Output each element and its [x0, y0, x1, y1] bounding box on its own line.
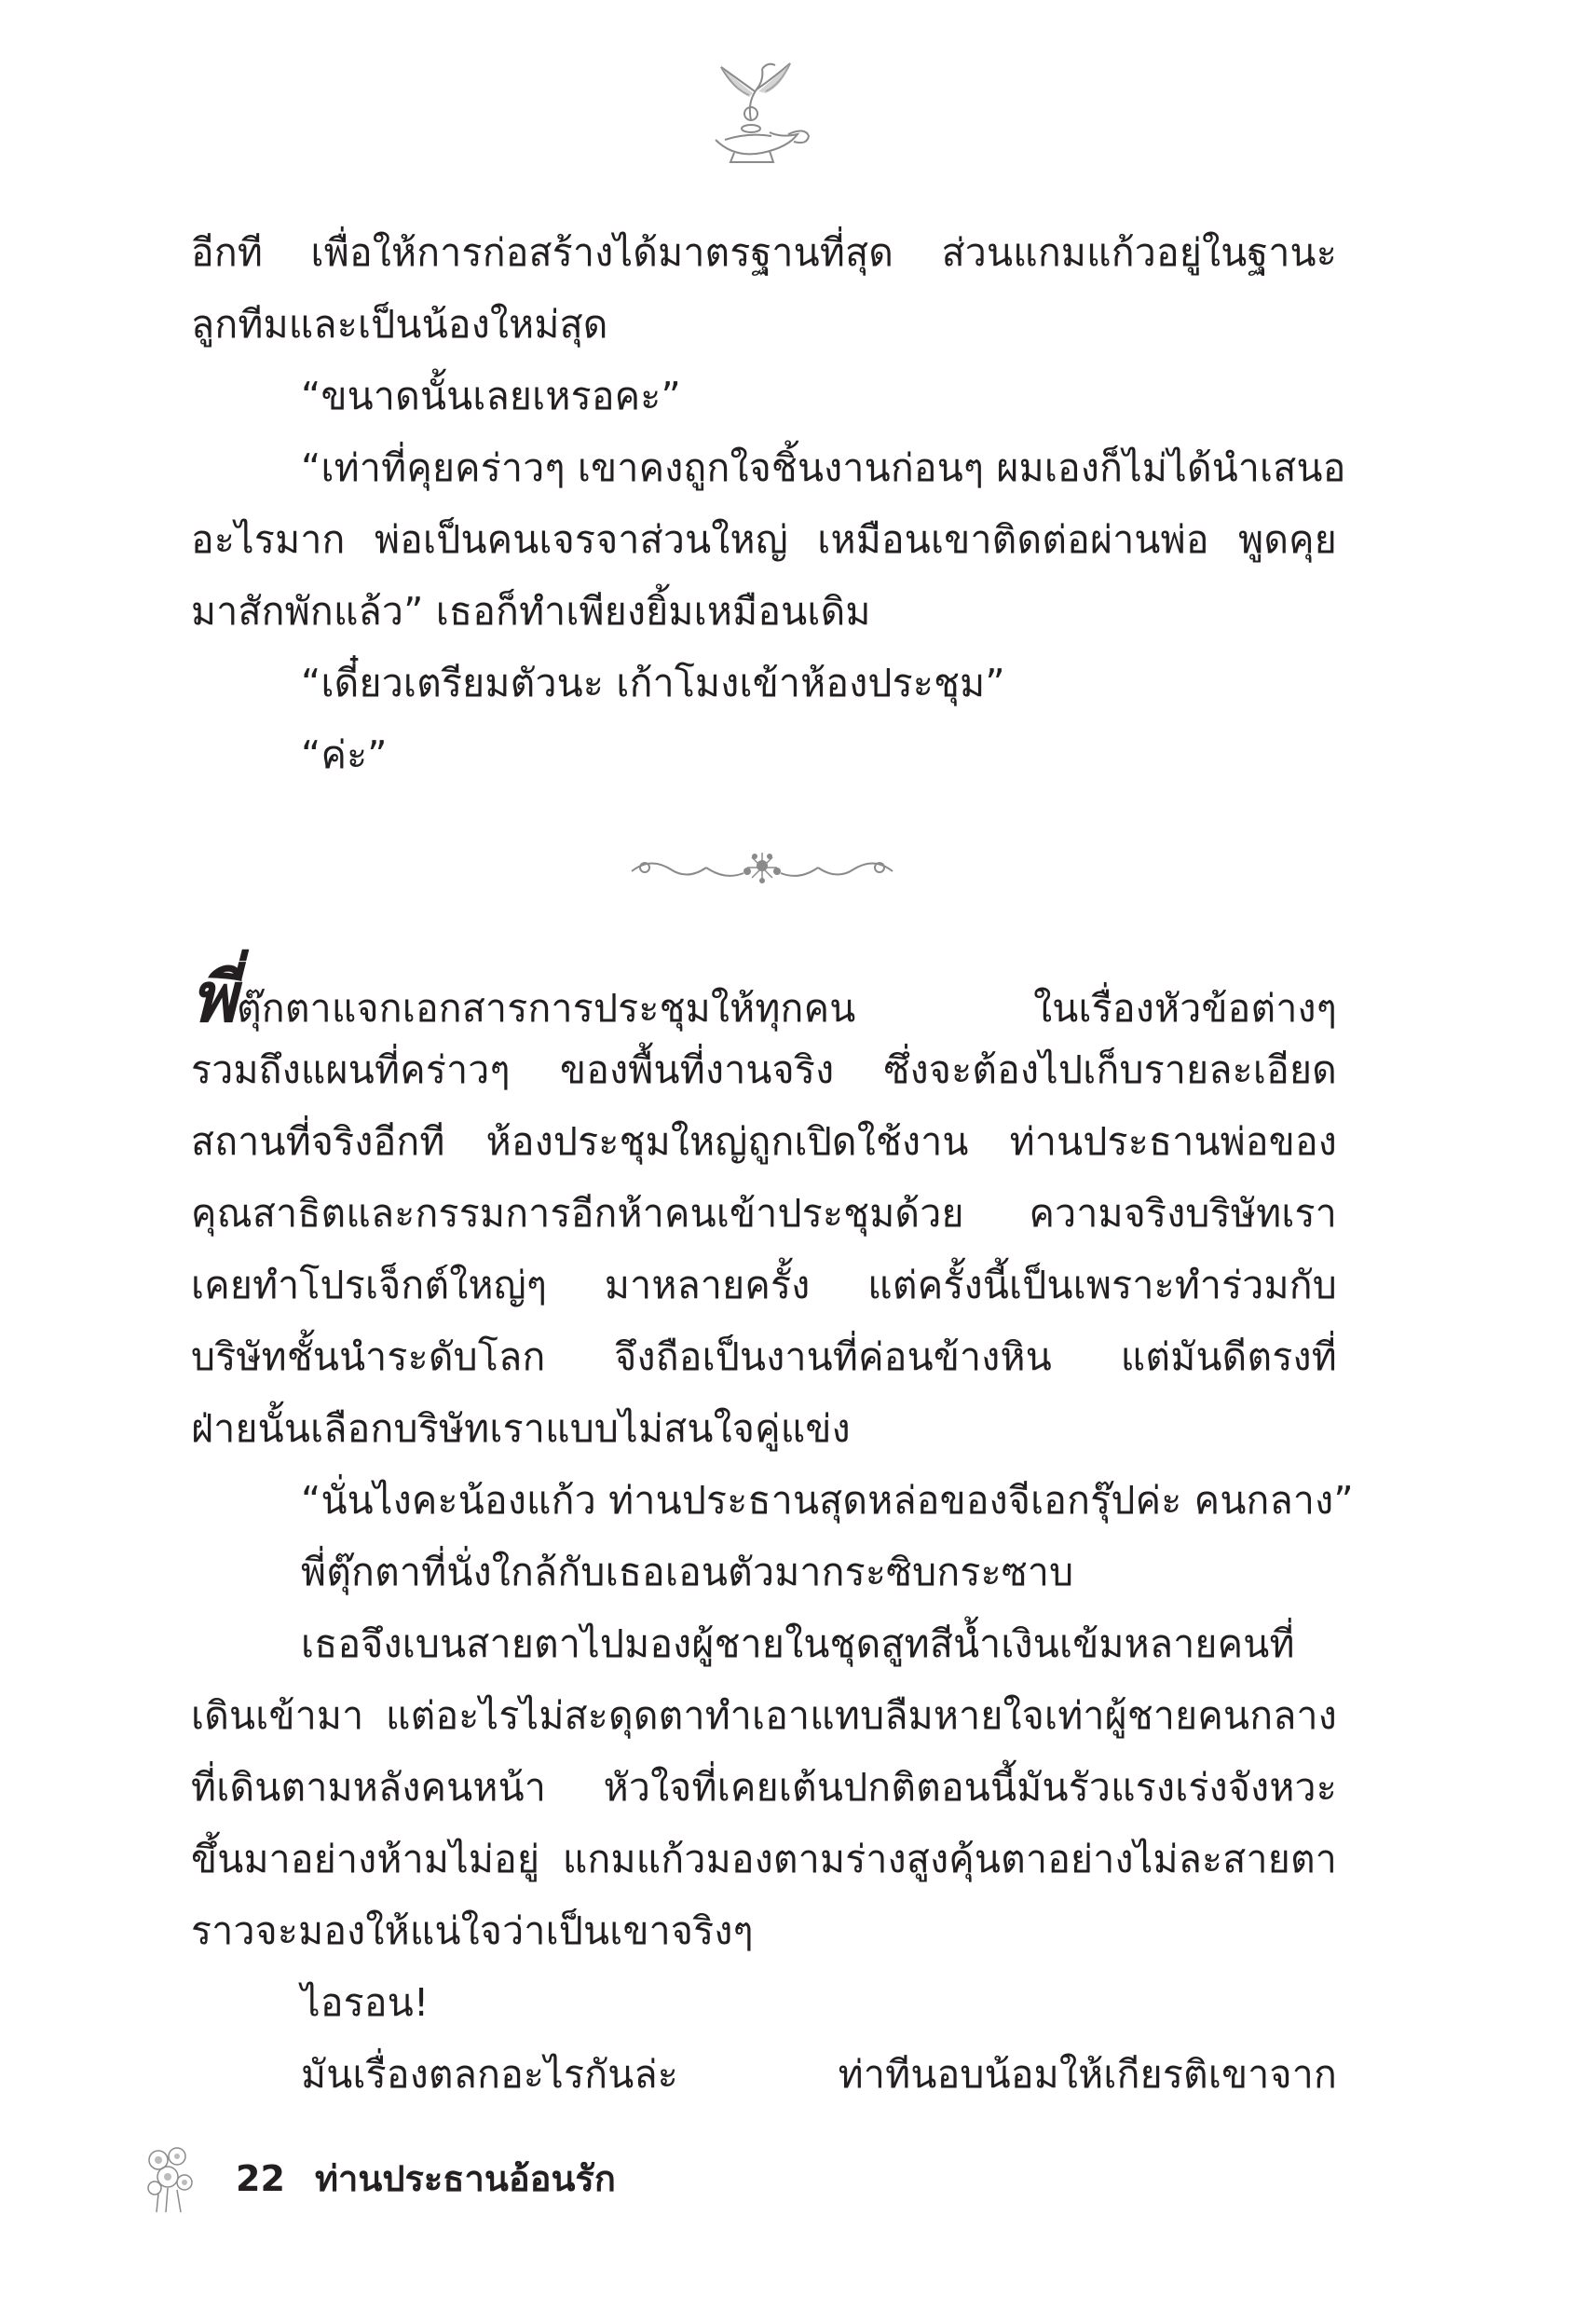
text-line-content: ราวจะมองให้แน่ใจว่าเป็นเขาจริงๆ	[191, 1908, 754, 1953]
text-line	[191, 439, 1346, 497]
text-line-content: ไอรอน!	[301, 1980, 430, 2025]
text-line	[191, 1687, 1337, 1744]
book-title: ท่านประธานอ้อนรัก	[315, 2158, 616, 2199]
text-line	[191, 1256, 1337, 1314]
text-line	[191, 1184, 1337, 1242]
text-line-content: บริษัทชั้นนำระดับโลก จึงถือเป็นงานที่ค่อนข้างหิน แต่มันดีตรงที่	[191, 1334, 1337, 1379]
text-line-content: “ค่ะ”	[301, 732, 388, 777]
text-line-content: ขึ้นมาอย่างห้ามไม่อยู่ แกมแก้วมองตามร่างสูงคุ้นตาอย่างไม่ละสายตา	[191, 1837, 1337, 1881]
text-line	[191, 1974, 1337, 2031]
text-line-content: “เดี๋ยวเตรียมตัวนะ เก้าโมงเข้าห้องประชุม”	[301, 661, 1005, 705]
text-line-content: เคยทำโปรเจ็กต์ใหญ่ๆ มาหลายครั้ง แต่ครั้งนี้เป็นเพราะทำร่วมกับ	[191, 1263, 1337, 1307]
text-line	[191, 295, 1337, 353]
text-line	[191, 1328, 1337, 1386]
page-number: 22	[236, 2158, 285, 2199]
text-line-content: ที่เดินตามหลังคนหน้า หัวใจที่เคยเต้นปกติตอนนี้มันรัวแรงเร่งจังหวะ	[191, 1765, 1337, 1810]
text-line	[191, 1543, 1337, 1601]
text-line	[191, 1758, 1337, 1816]
text-line	[191, 367, 1337, 425]
text-line-content: คุณสาธิตและกรรมการอีกห้าคนเข้าประชุมด้วย ความจริงบริษัทเรา	[191, 1191, 1337, 1236]
text-line-content: ฝ่ายนั้นเลือกบริษัทเราแบบไม่สนใจคู่แข่ง	[191, 1406, 851, 1451]
text-line-content: รวมถึงแผนที่คร่าวๆ ของพื้นที่งานจริง ซึ่งจะต้องไปเก็บรายละเอียด	[191, 1047, 1337, 1092]
text-line-content: เธอจึงเบนสายตาไปมองผู้ชายในชุดสูทสีน้ำเงินเข้มหลายคนที่	[301, 1621, 1295, 1666]
text-line	[191, 224, 1337, 281]
floral-divider-icon	[622, 843, 902, 896]
fairy-lamp-ornament-icon	[697, 48, 818, 170]
page-footer	[140, 2141, 792, 2216]
text-line-content: “นั่นไงคะน้องแก้ว ท่านประธานสุดหล่อของจีเอกรุ๊ปค่ะ คนกลาง”	[301, 1478, 1354, 1523]
text-line	[191, 1041, 1337, 1099]
text-line-content: สถานที่จริงอีกที ห้องประชุมใหญ่ถูกเปิดใช้งาน ท่านประธานพ่อของ	[191, 1119, 1337, 1164]
text-line-content: อีกที เพื่อให้การก่อสร้างได้มาตรฐานที่สุด ส่วนแกมแก้วอยู่ในฐานะ	[191, 230, 1337, 275]
text-line	[191, 2045, 1337, 2103]
text-line	[191, 958, 1337, 1038]
text-line-content: ลูกทีมและเป็นน้องใหม่สุด	[191, 302, 608, 347]
text-line-content: พี่ตุ๊กตาที่นั่งใกล้กับเธอเอนตัวมากระซิบกระซาบ	[301, 1550, 1074, 1594]
text-line-content: เดินเข้ามา แต่อะไรไม่สะดุดตาทำเอาแทบลืมหายใจเท่าผู้ชายคนกลาง	[191, 1693, 1337, 1738]
text-line-content: “ขนาดนั้นเลยเหรอคะ”	[301, 374, 681, 418]
text-line	[191, 1830, 1337, 1888]
text-line	[191, 1615, 1337, 1673]
flower-bouquet-icon	[140, 2141, 201, 2216]
bottom-text-block	[191, 958, 1354, 2125]
drop-cap: พี่	[191, 958, 237, 1038]
text-line	[191, 511, 1337, 568]
text-line	[191, 1471, 1354, 1529]
text-line	[191, 1902, 1337, 1960]
text-line	[191, 654, 1337, 712]
text-line	[191, 726, 1337, 784]
text-line-content: ตุ๊กตาแจกเอกสารการประชุมให้ทุกคน ในเรื่องหัวข้อต่างๆ	[236, 986, 1337, 1031]
text-line	[191, 582, 1337, 640]
text-line-content: อะไรมาก พ่อเป็นคนเจรจาส่วนใหญ่ เหมือนเขาติดต่อผ่านพ่อ พูดคุย	[191, 517, 1337, 562]
text-line	[191, 1113, 1337, 1170]
text-line-content: “เท่าที่คุยคร่าวๆ เขาคงถูกใจชิ้นงานก่อนๆ ผมเองก็ไม่ได้นำเสนอ	[301, 445, 1346, 490]
top-text-block	[191, 224, 1346, 801]
text-line-content: มาสักพักแล้ว” เธอก็ทำเพียงยิ้มเหมือนเดิม	[191, 589, 871, 634]
text-line	[191, 1400, 1337, 1457]
text-line-content: มันเรื่องตลกอะไรกันล่ะ ท่าทีนอบน้อมให้เกียรติเขาจาก	[301, 2052, 1337, 2097]
